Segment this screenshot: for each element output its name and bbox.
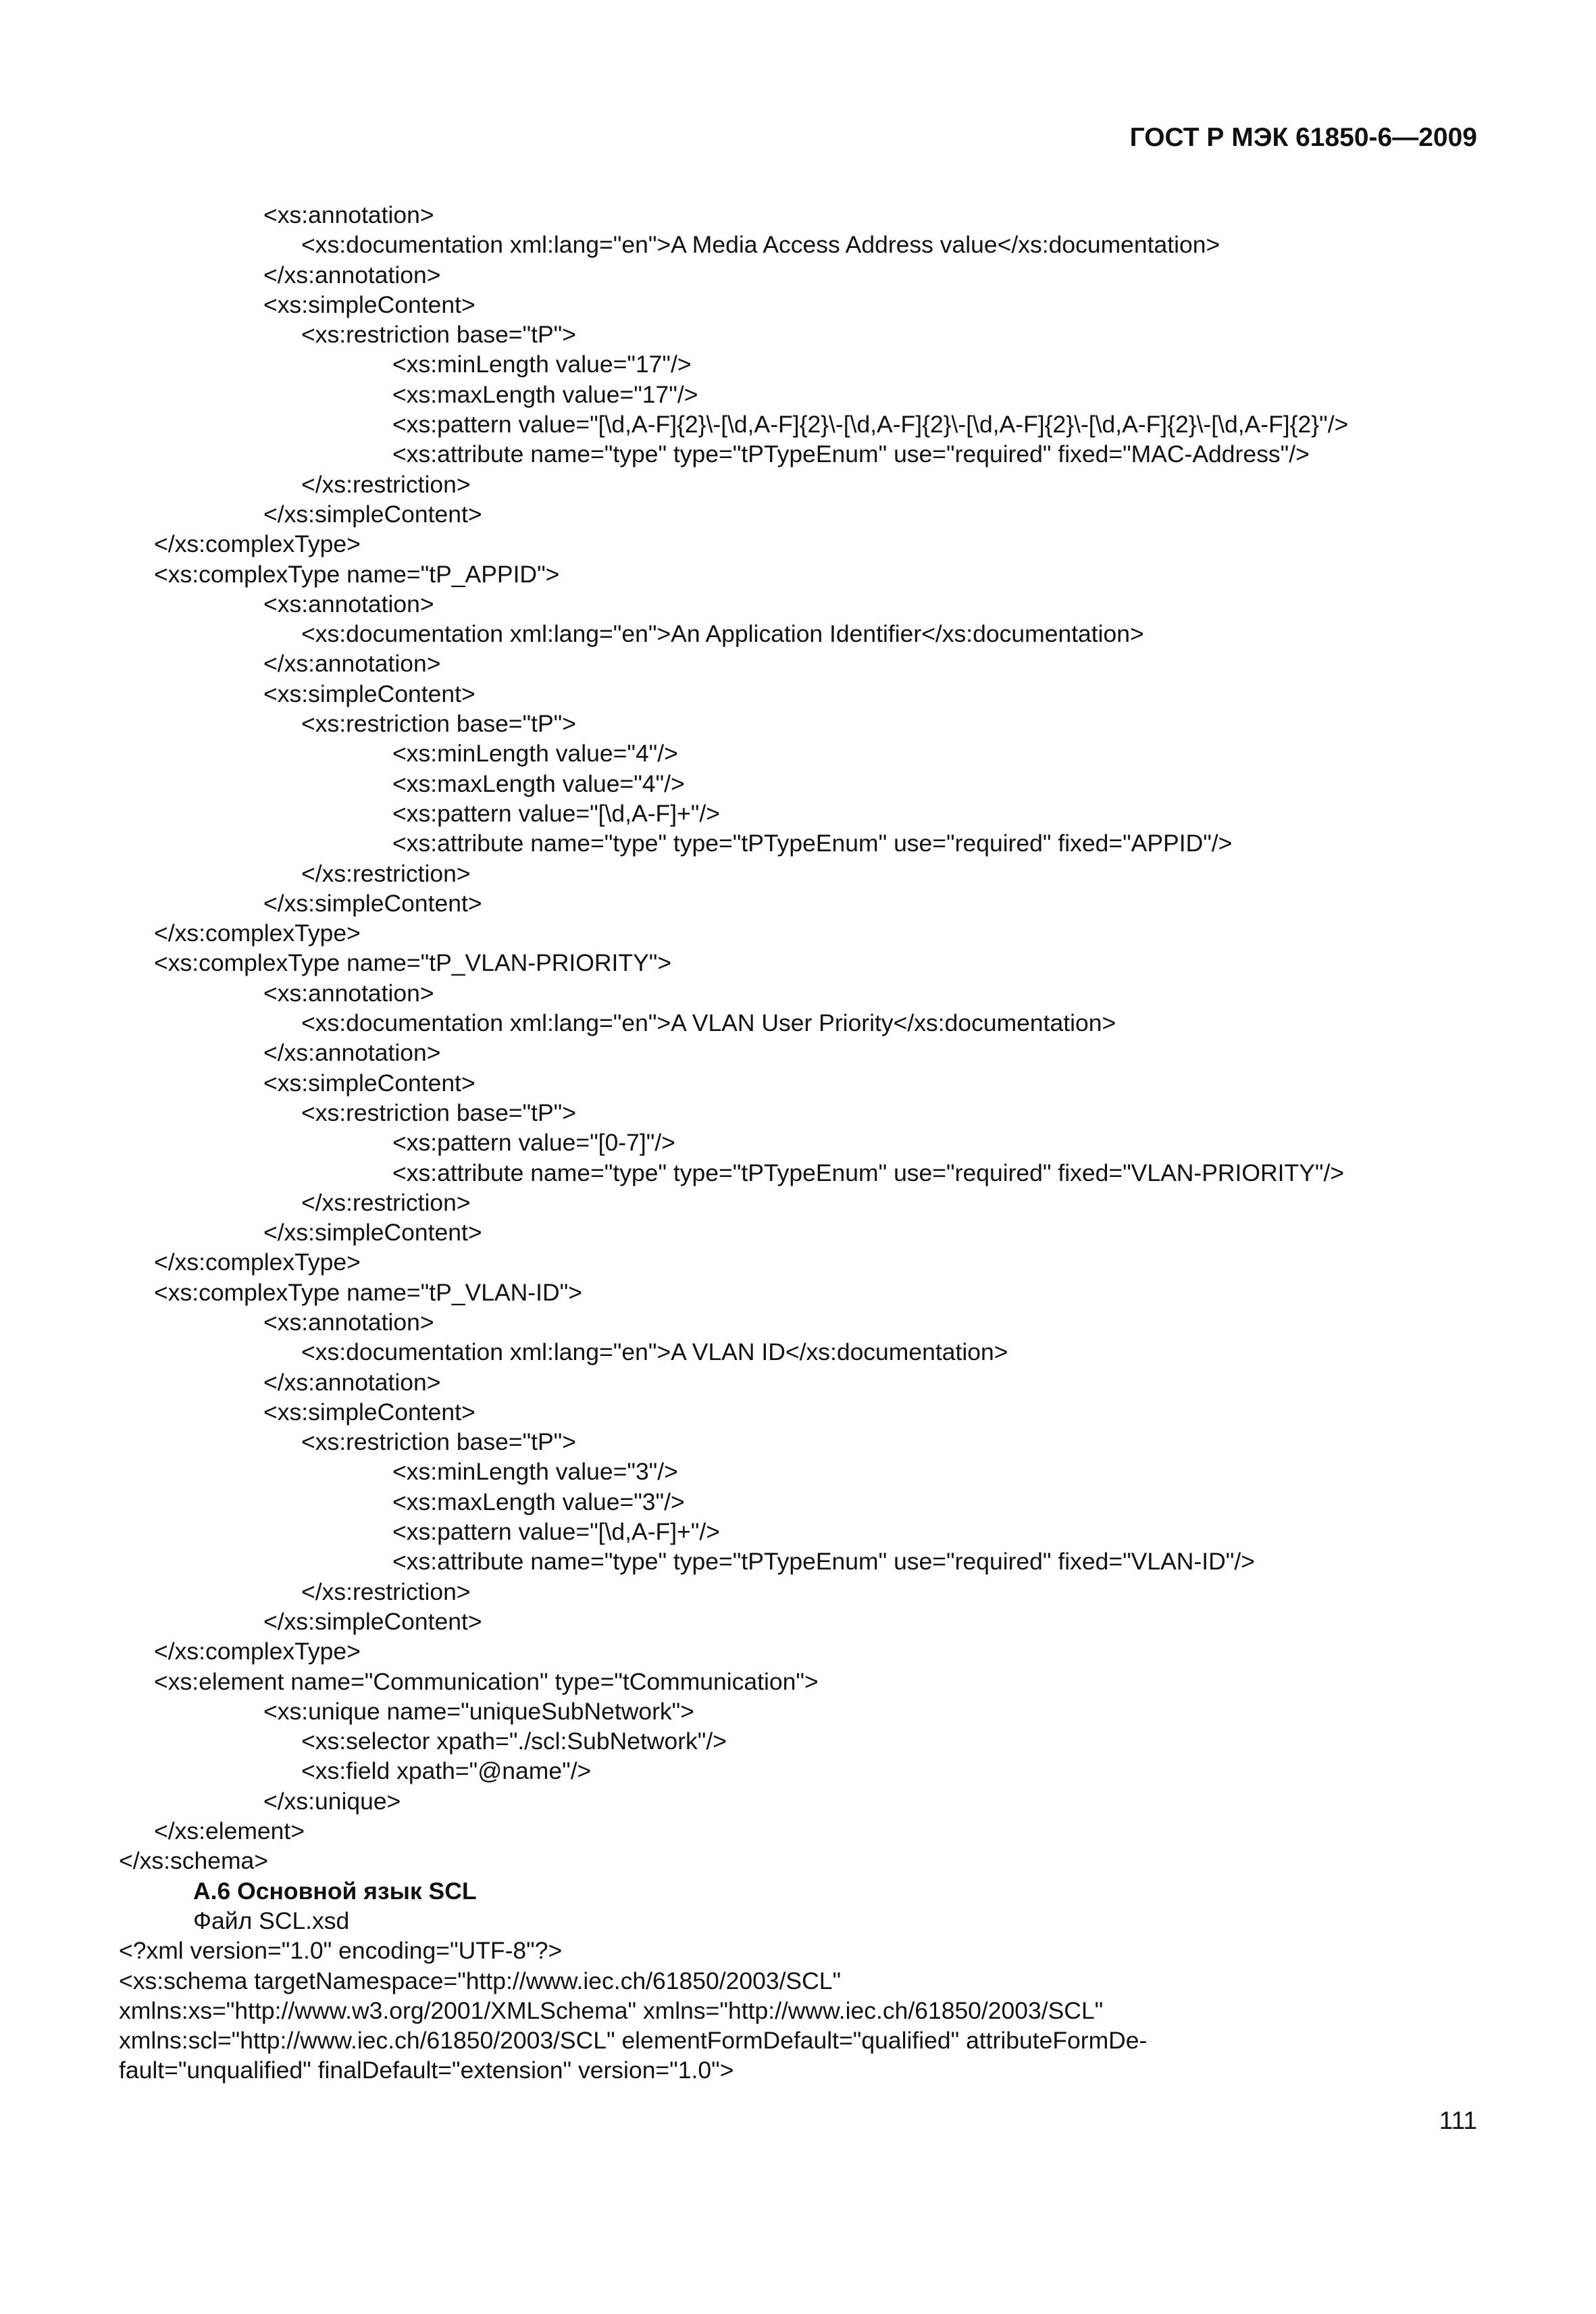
code-line: fault="unqualified" finalDefault="extension" version="1.0"> [119, 2057, 734, 2084]
code-line: <xs:restriction base="tP"> [301, 710, 577, 738]
page-number: 111 [1439, 2107, 1477, 2134]
code-line: </xs:restriction> [301, 1578, 471, 1605]
code-line: <xs:simpleContent> [263, 1398, 475, 1426]
code-line: <xs:pattern value="[\d,A-F]+"/> [392, 1518, 720, 1546]
code-line: </xs:complexType> [154, 920, 361, 947]
code-line: <xs:pattern value="[0-7]"/> [392, 1129, 675, 1157]
code-line: <xs:complexType name="tP_VLAN-PRIORITY"> [154, 949, 672, 977]
code-line: <xs:restriction base="tP"> [301, 1428, 577, 1456]
code-line: <xs:attribute name="type" type="tPTypeEnum" use="required" fixed="VLAN-PRIORITY"/> [392, 1159, 1345, 1186]
code-line: </xs:restriction> [301, 859, 471, 887]
code-line: </xs:unique> [263, 1787, 401, 1815]
code-line: </xs:annotation> [263, 261, 441, 288]
code-line: <xs:annotation> [263, 979, 434, 1007]
code-line: <xs:minLength value="17"/> [392, 351, 692, 378]
code-line: </xs:complexType> [154, 1249, 361, 1276]
code-line: <xs:selector xpath="./scl:SubNetwork"/> [301, 1728, 727, 1755]
code-line: <xs:documentation xml:lang="en">A VLAN User Priority</xs:documentation> [301, 1009, 1116, 1037]
code-line: <xs:pattern value="[\d,A-F]+"/> [392, 799, 720, 827]
code-line: Файл SCL.xsd [193, 1907, 350, 1934]
code-line: xmlns:xs="http://www.w3.org/2001/XMLSchema" xmlns="http://www.iec.ch/61850/2003/SCL" [119, 1996, 1104, 2024]
code-line: <xs:complexType name="tP_VLAN-ID"> [154, 1278, 582, 1306]
code-line: <?xml version="1.0" encoding="UTF-8"?> [119, 1937, 563, 1965]
section-heading: А.6 Основной язык SCL [193, 1877, 477, 1905]
code-line: <xs:complexType name="tP_APPID"> [154, 560, 560, 588]
code-line: </xs:simpleContent> [263, 1219, 482, 1247]
xml-schema-listing [119, 200, 1483, 2086]
code-line: </xs:simpleContent> [263, 500, 482, 528]
code-line: </xs:annotation> [263, 1039, 441, 1067]
code-line: <xs:schema targetNamespace="http://www.iec.ch/61850/2003/SCL" [119, 1967, 842, 1994]
code-line: <xs:documentation xml:lang="en">An Application Identifier</xs:documentation> [301, 620, 1144, 648]
code-line: <xs:attribute name="type" type="tPTypeEnum" use="required" fixed="APPID"/> [392, 830, 1233, 857]
code-line: <xs:annotation> [263, 201, 434, 228]
code-line: <xs:maxLength value="3"/> [392, 1488, 685, 1515]
code-line: <xs:restriction base="tP"> [301, 1099, 577, 1126]
code-line: </xs:complexType> [154, 1638, 361, 1665]
code-line: <xs:attribute name="type" type="tPTypeEnum" use="required" fixed="MAC-Address"/> [392, 441, 1310, 468]
code-line: <xs:simpleContent> [263, 1069, 475, 1097]
code-line: </xs:schema> [119, 1847, 268, 1875]
code-line: <xs:simpleContent> [263, 291, 475, 318]
code-line: <xs:maxLength value="17"/> [392, 380, 698, 408]
code-line: </xs:restriction> [301, 1188, 471, 1216]
code-line: </xs:annotation> [263, 1368, 441, 1396]
code-line: <xs:restriction base="tP"> [301, 321, 577, 349]
code-line: </xs:element> [154, 1817, 305, 1845]
code-line: <xs:annotation> [263, 590, 434, 618]
code-line: <xs:pattern value="[\d,A-F]{2}\-[\d,A-F]{2}\-[\d,A-F]{2}\-[\d,A-F]{2}\-[\d,A-F]{2}\-[\d,A-F]{2}"/> [392, 411, 1349, 438]
code-line: <xs:documentation xml:lang="en">A VLAN ID</xs:documentation> [301, 1338, 1008, 1366]
code-line: </xs:restriction> [301, 470, 471, 498]
code-line: <xs:unique name="uniqueSubNetwork"> [263, 1697, 694, 1725]
code-line: </xs:complexType> [154, 530, 361, 558]
code-line: </xs:simpleContent> [263, 1607, 482, 1635]
code-line: <xs:minLength value="3"/> [392, 1458, 678, 1486]
code-line: <xs:maxLength value="4"/> [392, 770, 685, 797]
code-line: <xs:annotation> [263, 1308, 434, 1336]
code-line: <xs:simpleContent> [263, 680, 475, 707]
code-line: <xs:documentation xml:lang="en">A Media Access Address value</xs:documentation> [301, 231, 1220, 259]
code-line: </xs:simpleContent> [263, 889, 482, 917]
code-line: xmlns:scl="http://www.iec.ch/61850/2003/SCL" elementFormDefault="qualified" attributeFormDe- [119, 2027, 1148, 2055]
code-line: <xs:minLength value="4"/> [392, 740, 678, 768]
code-line: <xs:field xpath="@name"/> [301, 1757, 592, 1785]
code-line: <xs:attribute name="type" type="tPTypeEnum" use="required" fixed="VLAN-ID"/> [392, 1548, 1255, 1576]
document-header: ГОСТ Р МЭК 61850-6—2009 [1129, 123, 1477, 152]
code-line: </xs:annotation> [263, 650, 441, 678]
code-line: <xs:element name="Communication" type="tCommunication"> [154, 1667, 819, 1695]
